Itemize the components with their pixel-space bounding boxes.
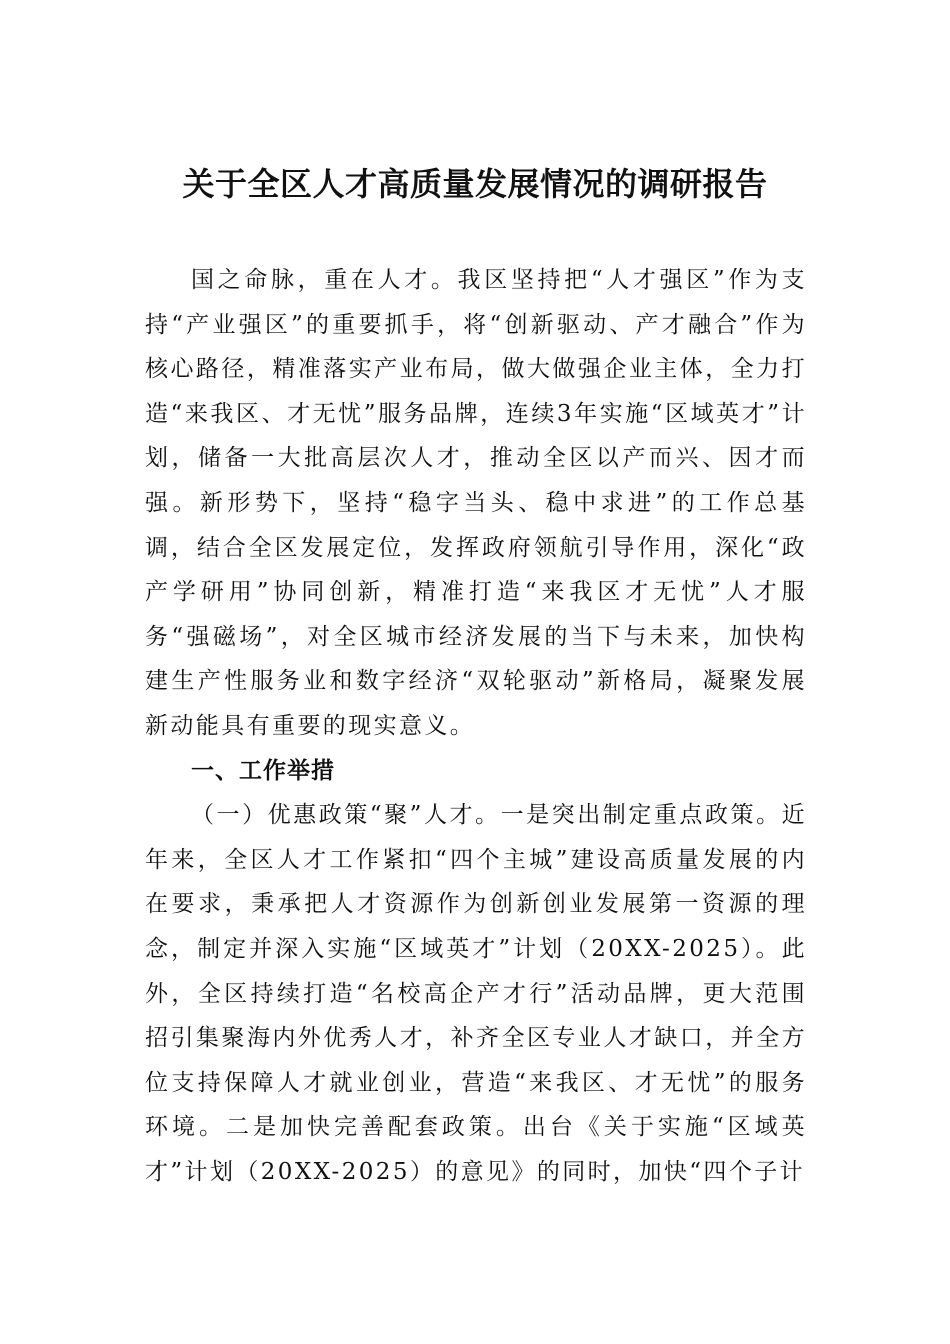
section-paragraph: （一）优惠政策“聚”人才。一是突出制定重点政策。近年来，全区人才工作紧扣“四个主城”建设高质量发展的内在要求，秉承把人才资源作为创新创业发展第一资源的理念，制定并深入实施“区域英才”计划（20XX-2025）。此外，全区持续打造“名校高企产才行”活动品牌，更大范围招引集聚海内外优秀人才，补齐全区专业人才缺口，并全方位支持保障人才就业创业，营造“来我区、才无忧”的服务环境。二是加快完善配套政策。出台《关于实施“区域英才”计划（20XX-2025）的意见》的同时，加快“四个子计 [145, 802, 807, 1185]
section-heading: 一、工作举措 [191, 757, 335, 784]
document-title: 关于全区人才高质量发展情况的调研报告 [182, 165, 768, 203]
document-body [145, 258, 807, 1194]
intro-paragraph: 国之命脉，重在人才。我区坚持把“人才强区”作为支持“产业强区”的重要抓手，将“创新驱动、产才融合”作为核心路径，精准落实产业布局，做大做强企业主体，全力打造“来我区、才无忧”服务品牌，连续3年实施“区域英才”计划，储备一大批高层次人才，推动全区以产而兴、因才而强。新形势下，坚持“稳字当头、稳中求进”的工作总基调，结合全区发展定位，发挥政府领航引导作用，深化“政产学研用”协同创新，精准打造“来我区才无忧”人才服务“强磁场”，对全区城市经济发展的当下与未来，加快构建生产性服务业和数字经济“双轮驱动”新格局，凝聚发展新动能具有重要的现实意义。 [145, 267, 807, 739]
